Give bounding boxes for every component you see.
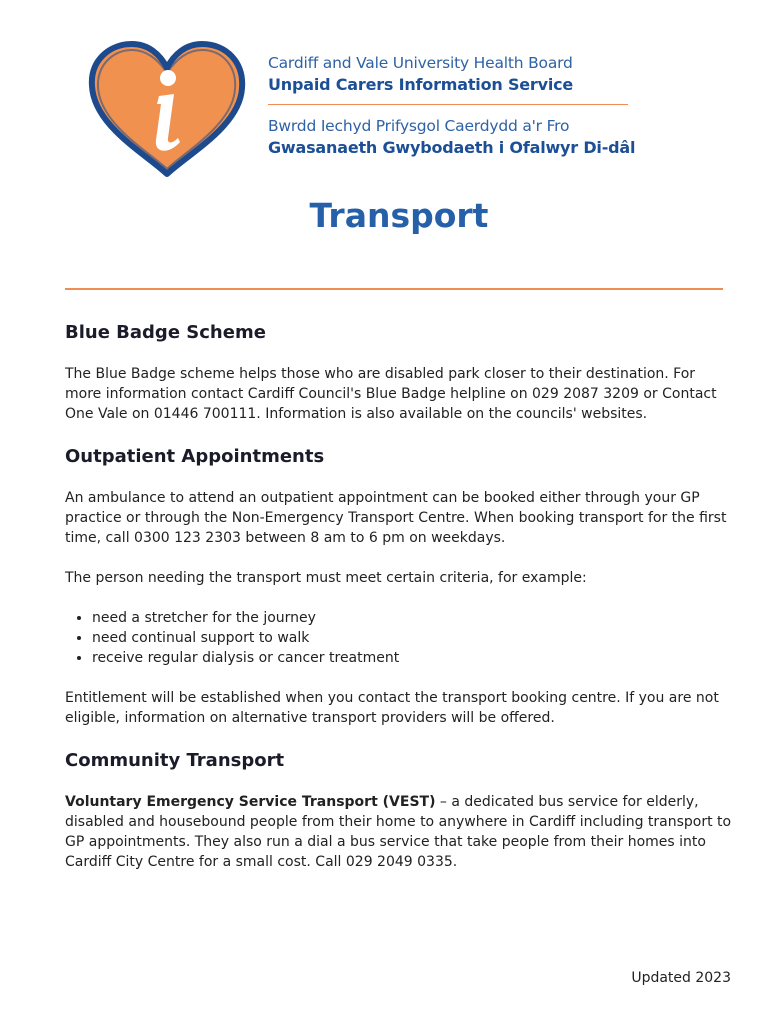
outpatient-paragraph-booking: An ambulance to attend an outpatient appointment can be booked either through your GP practice or through the Non-Emergency Transport Centre. When booking transport for the first time, call 0300 123 2303 between 8 am to 6 pm on weekdays.	[65, 490, 727, 546]
vest-paragraph	[65, 792, 735, 872]
outpatient-paragraph-entitlement: Entitlement will be established when you contact the transport booking centre. If you are not eligible, information on alternative transport providers will be offered.	[65, 690, 719, 726]
list-item: • need continual support to walk	[92, 628, 735, 648]
org-name-welsh: Bwrdd Iechyd Prifysgol Caerdydd a'r Fro	[268, 117, 570, 135]
organisation-header	[268, 52, 648, 159]
blue-badge-paragraph: The Blue Badge scheme helps those who are disabled park closer to their destination. For more information contact Cardiff Council's Blue Badge helpline on 029 2087 3209 or Contact One Vale on 01446 700111. Information is also available on the councils' websites.	[65, 366, 717, 422]
outpatient-heading: Outpatient Appointments	[65, 446, 325, 467]
outpatient-paragraph-criteria: The person needing the transport must meet certain criteria, for example:	[65, 570, 587, 586]
header-divider	[268, 104, 628, 105]
list-item: • need a stretcher for the journey	[92, 608, 735, 628]
org-name-english: Cardiff and Vale University Health Board	[268, 54, 573, 72]
service-name-english: Unpaid Carers Information Service	[268, 75, 574, 94]
list-item: • receive regular dialysis or cancer treatment	[92, 648, 735, 668]
heart-info-icon	[88, 40, 246, 178]
updated-date: Updated 2023	[631, 970, 731, 986]
document-body	[65, 318, 735, 872]
vest-description: – a dedicated bus service for elderly, disabled and housebound people from their home to anywhere in Cardiff including transport to GP appointments. They also run a dial a bus service that take people from their homes into Cardiff City Centre for a small cost. Call 029 2049 0335.	[65, 794, 732, 870]
title-divider	[65, 288, 723, 290]
page-title: Transport	[309, 196, 489, 235]
service-name-welsh: Gwasanaeth Gwybodaeth i Ofalwyr Di-dâl	[268, 138, 636, 157]
vest-label: Voluntary Emergency Service Transport (VEST)	[65, 794, 436, 810]
community-heading: Community Transport	[65, 750, 285, 771]
blue-badge-heading: Blue Badge Scheme	[65, 322, 266, 343]
criteria-list	[65, 608, 735, 668]
